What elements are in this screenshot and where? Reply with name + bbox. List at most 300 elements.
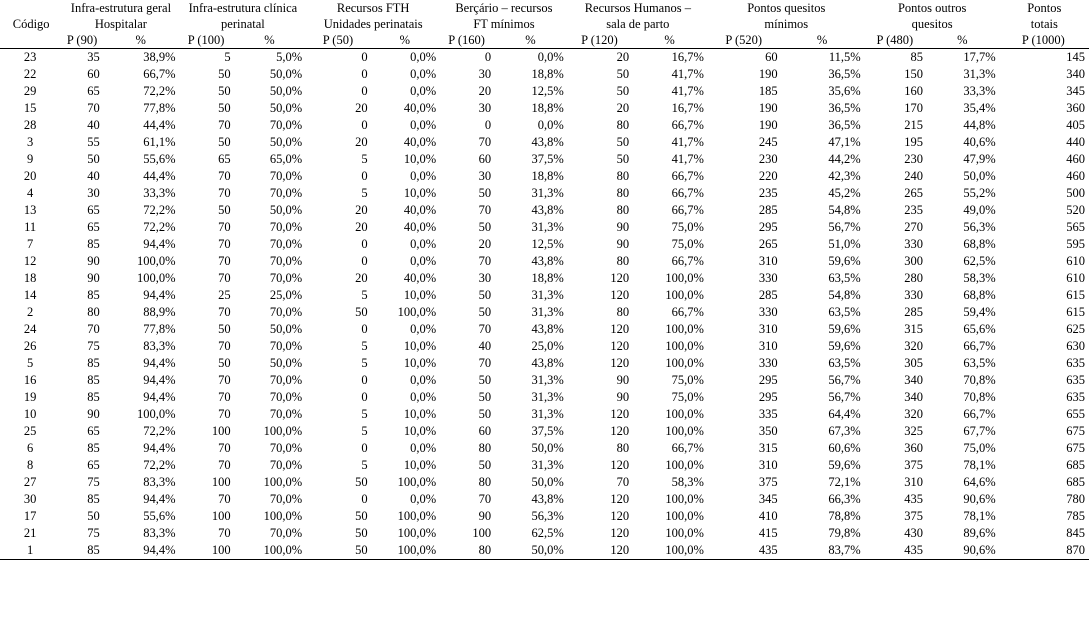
subheader-pct: %	[782, 32, 865, 49]
table-cell: 16,7%	[671, 50, 704, 64]
table-cell: 70	[478, 203, 492, 217]
table-cell: 0	[361, 254, 368, 268]
table-cell: 94,4%	[143, 441, 176, 455]
code-header: Código	[12, 17, 50, 31]
group-header-line2: Unidades perinatais	[323, 17, 423, 31]
table-cell: 120	[610, 492, 630, 506]
table-row	[0, 219, 1089, 236]
table-cell: 63,5%	[963, 356, 996, 370]
table-cell: 0	[361, 390, 368, 404]
table-cell: 33,3%	[143, 186, 176, 200]
table-cell: 36,5%	[828, 67, 861, 81]
table-cell: 120	[610, 424, 630, 438]
table-cell: 90	[87, 407, 100, 421]
table-cell: 345	[758, 492, 778, 506]
table-row	[0, 525, 1089, 542]
table-cell: 50,0%	[269, 84, 303, 98]
table-cell: 435	[708, 542, 782, 560]
group-header-line2: sala de parto	[606, 17, 670, 31]
table-row	[0, 236, 1089, 253]
table-cell: 30	[478, 67, 492, 81]
table-cell: 235	[758, 186, 778, 200]
table-cell: 375	[904, 509, 923, 523]
table-cell: 36,5%	[828, 118, 861, 132]
table-cell: 220	[758, 169, 778, 183]
table-cell: 315	[758, 441, 778, 455]
table-cell: 240	[904, 169, 923, 183]
table-cell: 10,0%	[403, 152, 437, 166]
table-cell: 80	[616, 169, 630, 183]
subheader-pct: %	[372, 32, 441, 49]
table-cell: 685	[1066, 475, 1085, 489]
table-cell: 31,3%	[531, 373, 564, 387]
table-cell: 78,1%	[963, 509, 996, 523]
row-code-cell: 3	[27, 135, 34, 149]
table-cell: 5,0%	[276, 50, 303, 64]
table-cell: 72,2%	[143, 84, 176, 98]
table-cell: 120	[610, 356, 630, 370]
table-row	[0, 270, 1089, 287]
table-cell: 50	[355, 305, 368, 319]
table-cell: 295	[758, 220, 778, 234]
table-cell: 80	[616, 118, 630, 132]
table-cell: 100,0%	[665, 407, 704, 421]
table-row	[0, 372, 1089, 389]
table-cell: 60,6%	[828, 441, 861, 455]
group-header-line1: Recursos FTH	[336, 1, 410, 15]
table-row	[0, 49, 1089, 67]
table-cell: 85	[87, 373, 100, 387]
table-cell: 0,0%	[410, 492, 437, 506]
table-cell: 62,5%	[963, 254, 996, 268]
table-cell: 630	[1066, 339, 1085, 353]
table-cell: 330	[758, 356, 778, 370]
table-cell: 785	[1066, 509, 1085, 523]
table-cell: 70,0%	[269, 441, 303, 455]
table-cell: 43,8%	[531, 135, 564, 149]
table-cell: 54,8%	[828, 288, 861, 302]
table-cell: 100,0%	[263, 424, 303, 438]
table-cell: 0,0%	[410, 373, 437, 387]
table-cell: 70	[218, 118, 231, 132]
table-cell: 40,0%	[403, 101, 437, 115]
table-cell: 50	[355, 509, 368, 523]
table-cell: 320	[904, 339, 923, 353]
table-cell: 40,6%	[963, 135, 996, 149]
table-cell: 50	[218, 356, 231, 370]
table-cell: 64,4%	[828, 407, 861, 421]
table-cell: 50	[218, 67, 231, 81]
table-cell: 100	[472, 526, 492, 540]
header-group-row	[0, 0, 1089, 32]
table-cell: 40	[87, 118, 100, 132]
table-cell: 20	[478, 84, 492, 98]
table-cell: 120	[610, 458, 630, 472]
table-cell: 77,8%	[143, 322, 176, 336]
row-code-cell: 28	[23, 118, 37, 132]
table-cell: 70	[478, 322, 492, 336]
table-cell: 685	[1066, 458, 1085, 472]
table-row	[0, 406, 1089, 423]
table-cell: 65,6%	[963, 322, 996, 336]
group-header-line1: Pontos quesitos	[747, 1, 826, 15]
table-cell: 330	[758, 271, 778, 285]
table-cell: 94,4%	[143, 356, 176, 370]
table-cell: 44,4%	[143, 118, 176, 132]
table-cell: 30	[87, 186, 100, 200]
table-cell: 94,4%	[143, 288, 176, 302]
row-code-cell: 23	[23, 50, 37, 64]
table-cell: 75,0%	[963, 441, 996, 455]
table-cell: 90	[616, 390, 630, 404]
table-cell: 42,3%	[828, 169, 861, 183]
table-cell: 50	[616, 84, 630, 98]
table-cell: 70,0%	[269, 390, 303, 404]
table-cell: 195	[904, 135, 923, 149]
row-code-cell: 22	[23, 67, 37, 81]
table-cell: 79,8%	[828, 526, 861, 540]
group-header-line2: FT mínimos	[473, 17, 535, 31]
table-cell: 120	[610, 407, 630, 421]
table-cell: 40	[478, 339, 492, 353]
table-cell: 37,5%	[531, 152, 564, 166]
table-cell: 10,0%	[403, 424, 437, 438]
table-cell: 56,3%	[531, 509, 564, 523]
table-cell: 610	[1066, 254, 1085, 268]
table-cell: 56,3%	[963, 220, 996, 234]
table-cell: 285	[758, 288, 778, 302]
table-cell: 615	[1066, 288, 1085, 302]
subheader-p: P (1000)	[1000, 32, 1089, 49]
table-cell: 30	[478, 169, 492, 183]
table-cell: 66,7%	[671, 254, 704, 268]
table-cell: 31,3%	[531, 407, 564, 421]
table-cell: 185	[758, 84, 778, 98]
table-cell: 330	[904, 288, 923, 302]
table-cell: 50,0%	[269, 135, 303, 149]
table-cell: 90,6%	[963, 492, 996, 506]
table-cell: 50,0%	[963, 169, 996, 183]
table-cell: 0,0%	[537, 50, 564, 64]
group-header-pontos-minimos	[708, 0, 865, 32]
table-cell: 85	[910, 50, 923, 64]
table-cell: 55	[87, 135, 100, 149]
table-row	[0, 117, 1089, 134]
table-cell: 31,3%	[963, 67, 996, 81]
group-header-line2: mínimos	[764, 17, 809, 31]
table-cell: 78,8%	[828, 509, 861, 523]
table-cell: 59,4%	[963, 305, 996, 319]
table-cell: 94,4%	[143, 237, 176, 251]
table-cell: 37,5%	[531, 424, 564, 438]
table-cell: 50	[87, 152, 100, 166]
subheader-p: P (120)	[568, 32, 633, 49]
table-cell: 100,0%	[137, 271, 176, 285]
table-cell: 70,0%	[269, 254, 303, 268]
table-cell: 100,0%	[397, 475, 437, 489]
table-cell: 230	[758, 152, 778, 166]
table-cell: 50,0%	[495, 542, 568, 560]
table-cell: 100	[211, 475, 231, 489]
table-cell: 12,5%	[531, 237, 564, 251]
table-cell: 40,0%	[403, 220, 437, 234]
table-cell: 85	[87, 288, 100, 302]
table-cell: 0,0%	[410, 254, 437, 268]
table-cell: 85	[87, 492, 100, 506]
table-cell: 675	[1066, 424, 1085, 438]
table-cell: 51,0%	[828, 237, 861, 251]
table-cell: 235	[904, 203, 923, 217]
subheader-p: P (90)	[62, 32, 104, 49]
table-cell: 100,0%	[665, 322, 704, 336]
table-cell: 340	[904, 373, 923, 387]
table-row	[0, 542, 1089, 560]
table-cell: 72,1%	[828, 475, 861, 489]
table-cell: 75	[87, 339, 100, 353]
row-code-cell: 6	[27, 441, 34, 455]
table-cell: 100,0%	[397, 305, 437, 319]
table-cell: 47,9%	[963, 152, 996, 166]
table-cell: 58,3%	[963, 271, 996, 285]
table-cell: 35,6%	[828, 84, 861, 98]
table-cell: 0	[484, 50, 492, 64]
table-cell: 65	[218, 152, 231, 166]
subheader-pct: %	[235, 32, 307, 49]
table-cell: 0	[361, 169, 368, 183]
table-row	[0, 66, 1089, 83]
table-cell: 70,8%	[963, 373, 996, 387]
table-cell: 83,3%	[143, 526, 176, 540]
table-cell: 67,7%	[963, 424, 996, 438]
row-code-cell: 11	[24, 220, 37, 234]
table-cell: 18,8%	[531, 101, 564, 115]
table-cell: 58,3%	[671, 475, 704, 489]
table-cell: 50	[478, 373, 492, 387]
table-cell: 63,5%	[828, 271, 861, 285]
table-cell: 75	[87, 475, 100, 489]
table-cell: 50	[218, 101, 231, 115]
table-cell: 66,7%	[963, 407, 996, 421]
table-cell: 100,0%	[665, 356, 704, 370]
table-cell: 70,0%	[269, 458, 303, 472]
table-cell: 35	[87, 50, 100, 64]
table-row	[0, 253, 1089, 270]
table-cell: 80	[478, 441, 492, 455]
subheader-pct: %	[633, 32, 708, 49]
table-cell: 345	[1066, 84, 1085, 98]
table-cell: 5	[361, 458, 368, 472]
table-cell: 40,0%	[403, 203, 437, 217]
group-header-recursos-fth	[306, 0, 440, 32]
table-cell: 62,5%	[531, 526, 564, 540]
table-cell: 0	[361, 50, 368, 64]
table-cell: 41,7%	[671, 135, 704, 149]
group-header-pontos-outros	[865, 0, 1000, 32]
table-cell: 70	[218, 492, 231, 506]
table-cell: 70	[218, 305, 231, 319]
table-cell: 40,0%	[403, 271, 437, 285]
table-cell: 67,3%	[828, 424, 861, 438]
table-cell: 16,7%	[671, 101, 704, 115]
table-cell: 5	[361, 339, 368, 353]
table-cell: 50,0%	[531, 441, 564, 455]
table-cell: 70	[218, 169, 231, 183]
table-cell: 10,0%	[403, 186, 437, 200]
table-cell: 68,8%	[963, 288, 996, 302]
table-cell: 405	[1066, 118, 1085, 132]
table-cell: 25,0%	[531, 339, 564, 353]
table-cell: 310	[758, 458, 778, 472]
table-cell: 170	[904, 101, 923, 115]
table-cell: 66,7%	[671, 203, 704, 217]
table-cell: 77,8%	[143, 101, 176, 115]
table-row	[0, 423, 1089, 440]
row-code-cell: 10	[23, 407, 37, 421]
table-cell: 59,6%	[828, 339, 861, 353]
table-cell: 70	[478, 492, 492, 506]
table-cell: 460	[1066, 152, 1085, 166]
table-cell: 70,0%	[269, 169, 303, 183]
table-cell: 285	[758, 203, 778, 217]
group-header-line1: Infra-estrutura geral	[70, 1, 172, 15]
table-cell: 120	[610, 509, 630, 523]
table-cell: 265	[758, 237, 778, 251]
group-header-line1: Pontos outros	[897, 1, 967, 15]
table-body	[0, 49, 1089, 560]
table-row	[0, 457, 1089, 474]
table-cell: 11,5%	[828, 50, 861, 64]
row-code-cell: 7	[27, 237, 34, 251]
table-cell: 100,0%	[665, 271, 704, 285]
table-cell: 72,2%	[143, 458, 176, 472]
table-cell: 320	[904, 407, 923, 421]
table-cell: 78,1%	[963, 458, 996, 472]
table-cell: 20	[478, 237, 492, 251]
table-cell: 340	[1066, 67, 1085, 81]
table-cell: 88,9%	[143, 305, 176, 319]
table-cell: 5	[361, 186, 368, 200]
table-cell: 100,0%	[235, 542, 307, 560]
table-cell: 100,0%	[665, 526, 704, 540]
table-cell: 440	[1066, 135, 1085, 149]
table-cell: 43,8%	[531, 203, 564, 217]
table-cell: 315	[904, 322, 923, 336]
table-row	[0, 474, 1089, 491]
row-code-cell: 17	[23, 509, 37, 523]
row-code-cell: 16	[23, 373, 37, 387]
row-code-cell: 4	[27, 186, 34, 200]
table-cell: 80	[616, 254, 630, 268]
table-cell: 460	[1066, 169, 1085, 183]
table-cell: 61,1%	[143, 135, 176, 149]
table-cell: 100,0%	[263, 475, 303, 489]
table-cell: 18,8%	[531, 271, 564, 285]
table-cell: 675	[1066, 441, 1085, 455]
table-cell: 63,5%	[828, 305, 861, 319]
table-cell: 66,7%	[671, 441, 704, 455]
row-code-cell: 2	[27, 305, 34, 319]
table-cell: 70,0%	[269, 186, 303, 200]
table-cell: 83,3%	[143, 339, 176, 353]
table-cell: 50	[478, 288, 492, 302]
table-cell: 70	[478, 254, 492, 268]
table-row	[0, 202, 1089, 219]
table-cell: 70,0%	[269, 407, 303, 421]
table-cell: 100,0%	[665, 339, 704, 353]
table-row	[0, 151, 1089, 168]
table-cell: 56,7%	[828, 220, 861, 234]
table-cell: 280	[904, 271, 923, 285]
table-cell: 56,7%	[828, 373, 861, 387]
table-cell: 20	[355, 271, 368, 285]
table-cell: 300	[904, 254, 923, 268]
table-cell: 430	[904, 526, 923, 540]
table-cell: 70	[87, 101, 100, 115]
table-cell: 75	[87, 526, 100, 540]
table-cell: 350	[758, 424, 778, 438]
table-cell: 80	[440, 542, 495, 560]
table-cell: 0	[484, 118, 492, 132]
table-cell: 85	[87, 237, 100, 251]
row-code-cell: 26	[23, 339, 37, 353]
table-cell: 70	[218, 407, 231, 421]
table-cell: 50	[218, 84, 231, 98]
table-cell: 75,0%	[671, 390, 704, 404]
table-cell: 0,0%	[410, 441, 437, 455]
table-cell: 18,8%	[531, 67, 564, 81]
table-cell: 5	[361, 424, 368, 438]
table-cell: 50	[87, 509, 100, 523]
table-cell: 75,0%	[671, 220, 704, 234]
table-cell: 340	[904, 390, 923, 404]
table-cell: 80	[87, 305, 100, 319]
table-cell: 870	[1000, 542, 1089, 560]
table-cell: 66,7%	[671, 186, 704, 200]
table-cell: 50	[218, 135, 231, 149]
table-cell: 50	[616, 152, 630, 166]
table-cell: 75,0%	[671, 237, 704, 251]
table-cell: 375	[758, 475, 778, 489]
table-cell: 145	[1066, 50, 1085, 64]
table-cell: 41,7%	[671, 67, 704, 81]
table-cell: 60	[478, 152, 492, 166]
table-row	[0, 389, 1089, 406]
table-cell: 415	[758, 526, 778, 540]
table-cell: 75,0%	[671, 373, 704, 387]
table-cell: 70	[478, 135, 492, 149]
table-cell: 70	[218, 220, 231, 234]
subheader-pct: %	[927, 32, 1000, 49]
table-cell: 60	[478, 424, 492, 438]
group-header-line1: Infra-estrutura clínica	[188, 1, 298, 15]
table-cell: 0	[361, 84, 368, 98]
table-cell: 85	[87, 356, 100, 370]
table-cell: 90,6%	[927, 542, 1000, 560]
row-code-cell: 12	[23, 254, 37, 268]
table-cell: 66,7%	[671, 118, 704, 132]
table-cell: 89,6%	[963, 526, 996, 540]
table-cell: 100	[180, 542, 235, 560]
group-header-pontos-totais	[1000, 0, 1089, 32]
table-cell: 70,0%	[269, 339, 303, 353]
table-cell: 360	[904, 441, 923, 455]
table-cell: 375	[904, 458, 923, 472]
subheader-p: P (520)	[708, 32, 782, 49]
table-cell: 150	[904, 67, 923, 81]
table-cell: 31,3%	[531, 390, 564, 404]
table-cell: 66,7%	[671, 169, 704, 183]
table-cell: 90	[616, 373, 630, 387]
